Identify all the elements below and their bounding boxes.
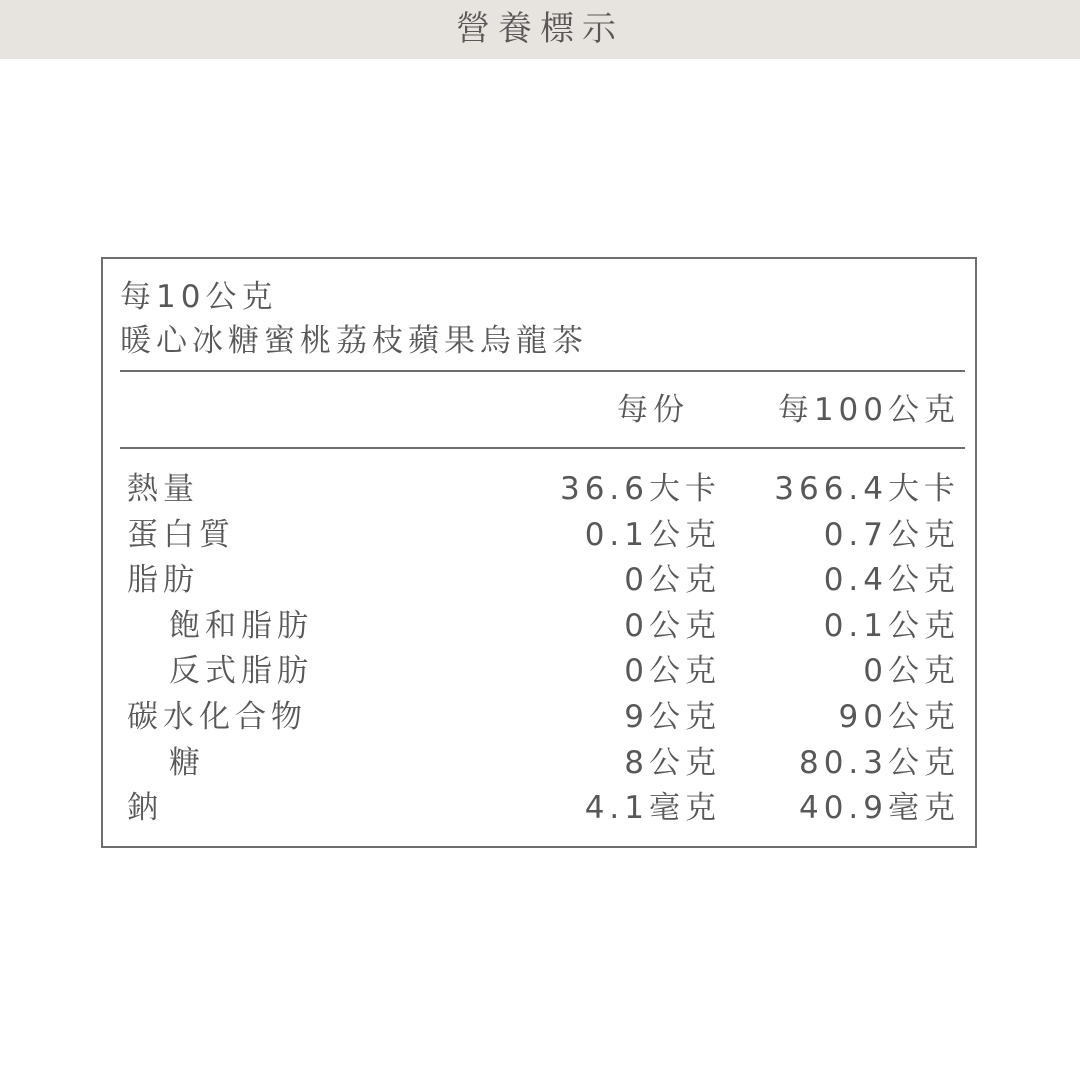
- page-title: 營養標示: [456, 9, 624, 49]
- nutrient-name: 糖: [169, 744, 205, 781]
- divider-header: [120, 447, 965, 449]
- nutrient-name: 碳水化合物: [127, 698, 307, 735]
- serving-size: 每10公克: [120, 279, 278, 315]
- nutrient-row-protein: [103, 513, 975, 559]
- value-per-100g: 0.4公克: [823, 562, 960, 599]
- nutrient-name: 蛋白質: [127, 516, 235, 553]
- nutrient-row-fat: [103, 558, 975, 604]
- nutrient-row-sugar: [103, 741, 975, 787]
- value-per-100g: 0.7公克: [823, 516, 960, 553]
- value-per-100g: 0.1公克: [823, 607, 960, 644]
- nutrient-name: 飽和脂肪: [169, 607, 313, 644]
- value-per-100g: 0公克: [863, 653, 960, 690]
- nutrition-facts-panel: [101, 257, 977, 848]
- value-per-serving: 9公克: [624, 698, 721, 735]
- value-per-serving: 0.1公克: [584, 516, 721, 553]
- divider-top: [120, 370, 965, 372]
- nutrient-row-sodium: [103, 786, 975, 832]
- value-per-serving: 0公克: [624, 607, 721, 644]
- value-per-serving: 0公克: [624, 562, 721, 599]
- value-per-serving: 0公克: [624, 653, 721, 690]
- nutrient-row-energy: [103, 467, 975, 513]
- column-header-per-serving: 每份: [617, 392, 689, 428]
- nutrient-rows: [103, 467, 975, 832]
- value-per-serving: 8公克: [624, 744, 721, 781]
- value-per-100g: 80.3公克: [798, 744, 960, 781]
- nutrient-row-carbohydrate: [103, 695, 975, 741]
- value-per-100g: 90公克: [838, 698, 960, 735]
- value-per-100g: 40.9毫克: [798, 790, 960, 827]
- value-per-serving: 36.6大卡: [559, 471, 721, 507]
- nutrient-name: 鈉: [127, 790, 163, 827]
- column-header-per-100g: 每100公克: [777, 392, 960, 428]
- nutrient-name: 熱量: [127, 471, 199, 507]
- nutrient-name: 反式脂肪: [169, 653, 313, 690]
- nutrient-row-trans-fat: [103, 649, 975, 695]
- value-per-100g: 366.4大卡: [774, 471, 960, 507]
- nutrient-row-saturated-fat: [103, 604, 975, 650]
- value-per-serving: 4.1毫克: [584, 790, 721, 827]
- nutrient-name: 脂肪: [127, 562, 199, 599]
- product-name: 暖心冰糖蜜桃荔枝蘋果烏龍茶: [120, 323, 588, 359]
